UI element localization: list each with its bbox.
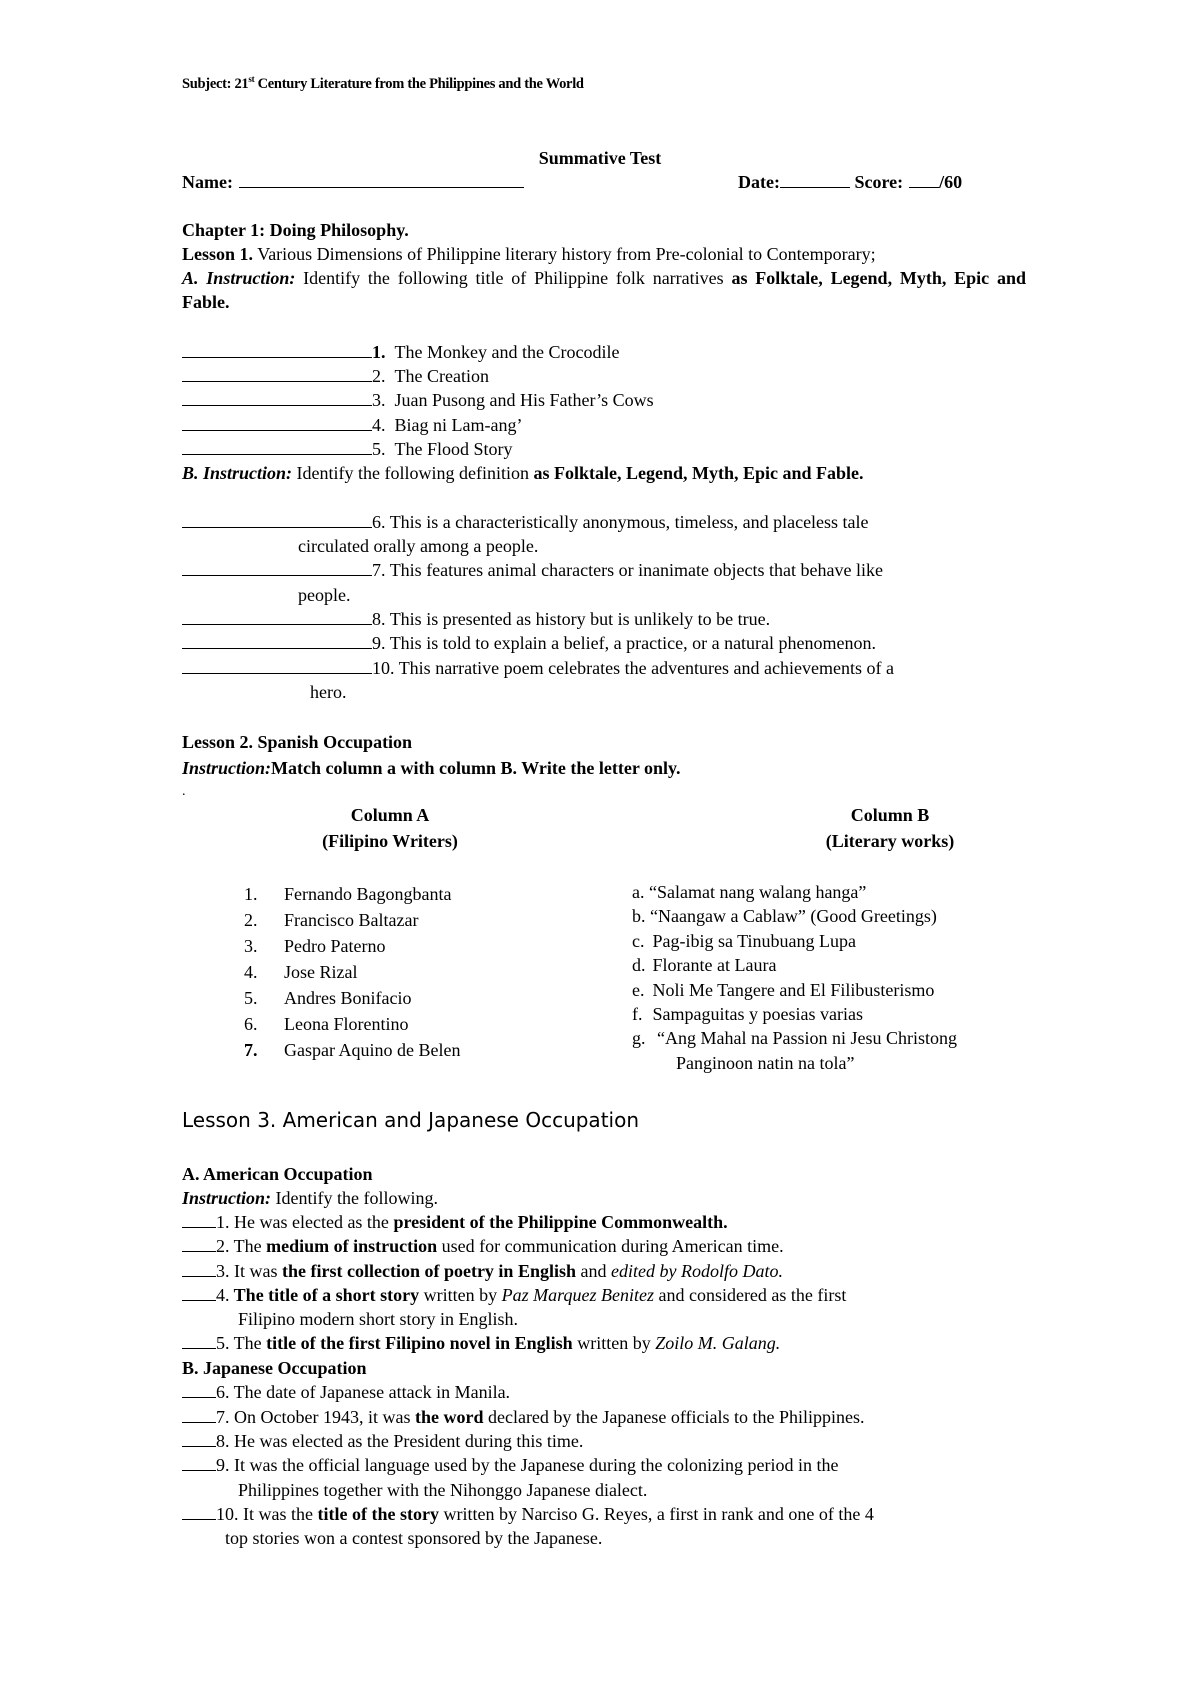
stray-dot: . (182, 784, 186, 799)
answer-blank[interactable] (182, 414, 372, 431)
answer-blank[interactable] (182, 1381, 216, 1398)
lesson1-instruction-a: A. Instruction: Identify the following title of Philippine folk narratives as Folktale, Legend, Myth, Epic and Fable. (182, 268, 1026, 312)
writer-item: 6. Leona Florentino (244, 1014, 409, 1034)
list-item: 1. The Monkey and the Crocodile (182, 340, 619, 364)
chapter-title: Chapter 1: Doing Philosophy. (182, 220, 409, 240)
question-item: 6. The date of Japanese attack in Manila. (182, 1380, 510, 1404)
writer-item: 7. Gaspar Aquino de Belen (244, 1040, 461, 1060)
work-item: c. Pag-ibig sa Tinubuang Lupa (632, 931, 857, 951)
question-item: 3. It was the first collection of poetry in English and edited by Rodolfo Dato. (182, 1259, 783, 1283)
answer-blank[interactable] (182, 1211, 216, 1228)
date-blank[interactable] (780, 171, 850, 188)
answer-blank[interactable] (182, 1332, 216, 1349)
score-blank[interactable] (909, 171, 939, 188)
answer-blank[interactable] (182, 1235, 216, 1252)
answer-blank[interactable] (182, 657, 372, 674)
lesson1-instruction-b: B. Instruction: Identify the following definition as Folktale, Legend, Myth, Epic and Fable. (182, 463, 864, 483)
question-item: 4. The title of a short story written by Paz Marquez Benitez and considered as the first (182, 1283, 846, 1307)
writer-item: 3. Pedro Paterno (244, 936, 386, 956)
writer-item: 4. Jose Rizal (244, 962, 358, 982)
work-item: f. Sampaguitas y poesias varias (632, 1004, 863, 1024)
lesson1-title: Lesson 1. Various Dimensions of Philippine literary history from Pre-colonial to Contemporary; (182, 244, 876, 264)
list-item-continued: hero. (310, 682, 347, 702)
lesson2-instruction: Instruction:Match column a with column B. Write the letter only. (182, 758, 681, 778)
list-item: 6. This is a characteristically anonymous, timeless, and placeless tale (182, 510, 869, 534)
answer-blank[interactable] (182, 365, 372, 382)
question-item: 8. He was elected as the President during this time. (182, 1429, 583, 1453)
work-item: d. Florante at Laura (632, 955, 777, 975)
answer-blank[interactable] (182, 1503, 216, 1520)
lesson2-title: Lesson 2. Spanish Occupation (182, 732, 413, 752)
list-item: 3. Juan Pusong and His Father’s Cows (182, 388, 654, 412)
answer-blank[interactable] (182, 341, 372, 358)
question-item: 10. It was the title of the story written by Narciso G. Reyes, a first in rank and one of the 4 (182, 1502, 874, 1526)
answer-blank[interactable] (182, 1284, 216, 1301)
answer-blank[interactable] (182, 559, 372, 576)
lesson3-title: Lesson 3. American and Japanese Occupation (182, 1108, 640, 1132)
question-item: 9. It was the official language used by the Japanese during the colonizing period in the (182, 1453, 839, 1477)
list-item: 8. This is presented as history but is unlikely to be true. (182, 607, 770, 631)
list-item: 2. The Creation (182, 364, 489, 388)
name-blank[interactable] (239, 171, 524, 188)
question-item-continued: Philippines together with the Nihonggo Japanese dialect. (238, 1480, 648, 1500)
date-score-line: Date: Score: /60 (738, 172, 963, 192)
american-occupation-heading: A. American Occupation (182, 1164, 373, 1184)
answer-blank[interactable] (182, 608, 372, 625)
work-item: e. Noli Me Tangere and El Filibusterismo (632, 980, 935, 1000)
question-item: 5. The title of the first Filipino novel in English written by Zoilo M. Galang. (182, 1331, 780, 1355)
answer-blank[interactable] (182, 389, 372, 406)
answer-blank[interactable] (182, 438, 372, 455)
column-b-header: Column B (Literary works) (825, 805, 955, 851)
lesson3-instruction: Instruction: Identify the following. (182, 1188, 439, 1208)
work-item-continued: Panginoon natin na tola” (676, 1053, 855, 1073)
name-line: Name: (182, 170, 524, 194)
list-item: 7. This features animal characters or inanimate objects that behave like (182, 558, 883, 582)
column-a-header: Column A (Filipino Writers) (322, 805, 458, 851)
writer-item: 5. Andres Bonifacio (244, 988, 412, 1008)
work-item: g. “Ang Mahal na Passion ni Jesu Christong (632, 1028, 957, 1048)
answer-blank[interactable] (182, 1430, 216, 1447)
writer-item: 1. Fernando Bagongbanta (244, 884, 452, 904)
writer-item: 2. Francisco Baltazar (244, 910, 419, 930)
question-item: 2. The medium of instruction used for communication during American time. (182, 1234, 784, 1258)
test-title: Summative Test (538, 148, 662, 168)
answer-blank[interactable] (182, 632, 372, 649)
list-item-continued: circulated orally among a people. (298, 536, 539, 556)
list-item: 9. This is told to explain a belief, a practice, or a natural phenomenon. (182, 631, 876, 655)
question-item: 1. He was elected as the president of the Philippine Commonwealth. (182, 1210, 728, 1234)
list-item: 5. The Flood Story (182, 437, 513, 461)
work-item: a. “Salamat nang walang hanga” (632, 882, 867, 902)
japanese-occupation-heading: B. Japanese Occupation (182, 1358, 367, 1378)
question-item-continued: top stories won a contest sponsored by the Japanese. (225, 1528, 603, 1548)
answer-blank[interactable] (182, 1260, 216, 1277)
question-item: 7. On October 1943, it was the word declared by the Japanese officials to the Philippines. (182, 1405, 865, 1429)
list-item: 10. This narrative poem celebrates the adventures and achievements of a (182, 656, 894, 680)
answer-blank[interactable] (182, 1454, 216, 1471)
answer-blank[interactable] (182, 511, 372, 528)
answer-blank[interactable] (182, 1406, 216, 1423)
subject-line: Subject: 21st Century Literature from the Philippines and the World (182, 74, 584, 92)
question-item-continued: Filipino modern short story in English. (238, 1309, 519, 1329)
list-item: 4. Biag ni Lam-ang’ (182, 413, 522, 437)
list-item-continued: people. (298, 585, 351, 605)
work-item: b. “Naangaw a Cablaw” (Good Greetings) (632, 906, 937, 926)
